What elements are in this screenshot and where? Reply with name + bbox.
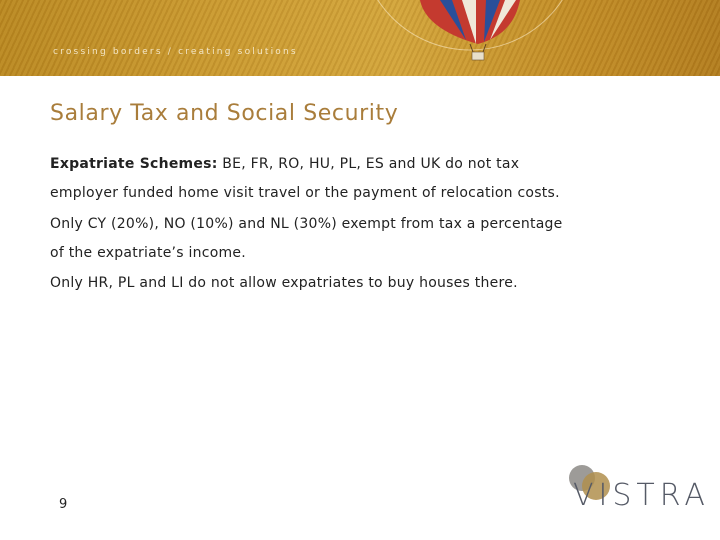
slide-title: Salary Tax and Social Security	[50, 101, 399, 126]
banner-tagline: crossing borders / creating solutions	[53, 47, 298, 57]
logo-wordmark: VISTRA	[573, 478, 710, 513]
paragraph-text: employer funded home visit travel or the payment of relocation costs.	[50, 185, 560, 201]
balloon-graphic	[0, 0, 720, 76]
paragraph-text: of the expatriate’s income.	[50, 245, 246, 261]
paragraph-line	[50, 245, 246, 261]
paragraph-line	[50, 275, 518, 291]
paragraph-text: Only HR, PL and LI do not allow expatriates to buy houses there.	[50, 275, 518, 291]
paragraph-line	[50, 185, 560, 201]
paragraph-line	[50, 156, 519, 172]
hot-air-balloon-icon	[420, 0, 520, 60]
header-banner	[0, 0, 720, 76]
paragraph-lead: Expatriate Schemes:	[50, 156, 218, 172]
page-number: 9	[59, 497, 68, 512]
paragraph-line	[50, 216, 563, 232]
paragraph-text: BE, FR, RO, HU, PL, ES and UK do not tax	[217, 156, 520, 172]
paragraph-text: Only CY (20%), NO (10%) and NL (30%) exempt from tax a percentage	[50, 216, 563, 232]
